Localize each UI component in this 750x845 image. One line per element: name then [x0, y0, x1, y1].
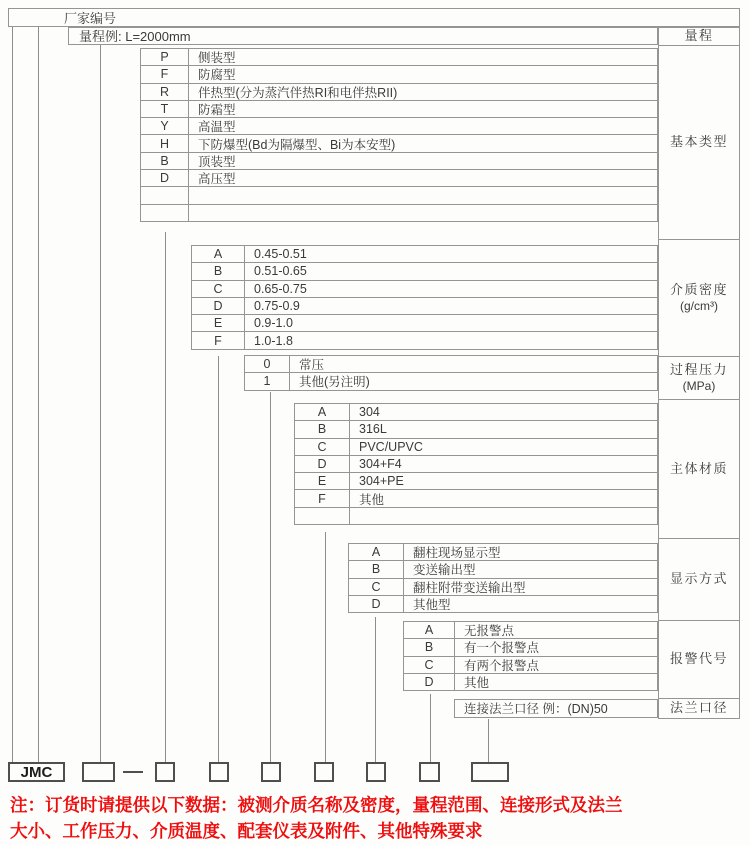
connector-line — [218, 356, 219, 762]
table-row — [403, 656, 658, 674]
desc-cell: 其他(另注明) — [299, 375, 370, 390]
desc-cell: 侧装型 — [198, 51, 236, 66]
table-row — [403, 673, 658, 691]
code-box-density — [209, 762, 229, 782]
connector-line — [488, 719, 489, 763]
code-cell: D — [404, 674, 455, 690]
separator-dash — [123, 771, 143, 773]
desc-cell: 防霜型 — [198, 103, 236, 118]
code-cell: A — [192, 246, 245, 262]
desc-cell: 有两个报警点 — [464, 658, 540, 673]
section-display-mode — [348, 544, 658, 613]
desc-cell: 1.0-1.8 — [254, 333, 293, 348]
table-row — [140, 152, 658, 170]
label-alarm-code: 报警代号 — [658, 620, 740, 699]
label-flange-size: 法兰口径 — [658, 698, 740, 719]
table-row — [294, 438, 658, 456]
code-cell: C — [349, 579, 404, 595]
code-cell: D — [141, 170, 189, 186]
code-cell: E — [295, 473, 350, 489]
label-process-pressure: 过程压力 (MPa) — [658, 356, 740, 400]
desc-cell: PVC/UPVC — [359, 439, 423, 454]
range-example-label: 量程例: L=2000mm — [79, 29, 191, 45]
desc-cell: 0.65-0.75 — [254, 281, 307, 296]
desc-cell: 其他型 — [413, 598, 451, 613]
table-row — [191, 314, 658, 332]
desc-cell: 翻柱现场显示型 — [413, 546, 501, 561]
code-cell: B — [192, 263, 245, 279]
table-row — [294, 455, 658, 473]
code-cell: D — [295, 456, 350, 472]
table-row — [140, 100, 658, 118]
factory-number-row — [8, 8, 740, 27]
code-box-material — [314, 762, 334, 782]
label-range: 量程 — [658, 27, 740, 46]
table-row — [191, 297, 658, 315]
table-row — [294, 420, 658, 438]
code-cell — [141, 205, 189, 221]
desc-cell: 304+PE — [359, 474, 404, 489]
code-cell: F — [192, 332, 245, 348]
desc-cell: 常压 — [299, 358, 325, 373]
connector-line — [430, 694, 431, 762]
code-cell: P — [141, 49, 189, 65]
code-cell: B — [295, 421, 350, 437]
desc-cell: 变送输出型 — [413, 563, 476, 578]
table-row — [294, 507, 658, 525]
code-cell: A — [349, 544, 404, 560]
desc-cell: 高温型 — [198, 120, 236, 135]
section-flange-size — [454, 700, 658, 718]
label-medium-density: 介质密度 (g/cm³) — [658, 239, 740, 357]
desc-cell — [189, 205, 657, 221]
section-medium-density — [191, 246, 658, 350]
table-row — [191, 245, 658, 263]
code-box-alarm — [419, 762, 440, 782]
desc-cell: 下防爆型(Bd为隔爆型、Bi为本安型) — [198, 137, 396, 152]
code-cell: 0 — [245, 356, 290, 372]
connector-line — [12, 27, 13, 763]
desc-cell: 无报警点 — [464, 624, 515, 639]
table-row — [191, 262, 658, 280]
table-row — [294, 403, 658, 421]
desc-cell: 顶装型 — [198, 154, 236, 169]
table-row — [191, 280, 658, 298]
code-cell: A — [295, 404, 350, 420]
table-row — [244, 355, 658, 373]
label-basic-type: 基本类型 — [658, 45, 740, 240]
code-cell: D — [349, 596, 404, 612]
table-row — [140, 65, 658, 83]
table-row — [403, 621, 658, 639]
section-alarm-code — [403, 622, 658, 691]
code-cell: D — [192, 298, 245, 314]
code-cell: A — [404, 622, 455, 638]
table-row — [191, 331, 658, 349]
code-cell: C — [404, 657, 455, 673]
code-cell: B — [141, 153, 189, 169]
desc-cell: 0.9-1.0 — [254, 316, 293, 331]
code-cell: E — [192, 315, 245, 331]
desc-cell — [189, 187, 657, 203]
code-cell: H — [141, 135, 189, 151]
desc-cell: 0.45-0.51 — [254, 247, 307, 262]
table-row — [348, 595, 658, 613]
code-cell — [295, 508, 350, 524]
table-row — [140, 117, 658, 135]
desc-cell — [350, 508, 657, 524]
order-note-line2: 大小、工作压力、介质温度、配套仪表及附件、其他特殊要求 — [10, 821, 483, 841]
table-row — [140, 134, 658, 152]
code-box-basic-type — [155, 762, 175, 782]
table-row — [454, 699, 658, 718]
table-row — [140, 83, 658, 101]
desc-cell: 连接法兰口径 例：(DN)50 — [464, 702, 608, 716]
desc-cell: 翻柱附带变送输出型 — [413, 580, 526, 595]
model-prefix-label: JMC — [20, 763, 53, 781]
section-process-pressure — [244, 356, 658, 391]
connector-line — [100, 45, 101, 762]
code-cell: 1 — [245, 373, 290, 389]
table-row — [140, 169, 658, 187]
order-note-line1: 注：订货时请提供以下数据：被测介质名称及密度，量程范围、连接形式及法兰 — [10, 795, 623, 815]
label-body-material: 主体材质 — [658, 399, 740, 539]
code-cell: C — [295, 439, 350, 455]
label-display-mode: 显示方式 — [658, 538, 740, 621]
model-prefix-box — [8, 762, 65, 782]
connector-line — [165, 232, 166, 762]
desc-cell: 其他 — [359, 492, 385, 507]
factory-number-label: 厂家编号 — [64, 10, 117, 26]
table-row — [403, 638, 658, 656]
table-row — [348, 560, 658, 578]
desc-cell: 316L — [359, 422, 387, 437]
desc-cell: 304 — [359, 405, 380, 420]
desc-cell: 0.75-0.9 — [254, 299, 300, 314]
code-cell — [141, 187, 189, 203]
desc-cell: 0.51-0.65 — [254, 264, 307, 279]
code-box-flange — [471, 762, 509, 782]
table-row — [294, 472, 658, 490]
connector-line — [270, 392, 271, 762]
section-basic-type — [140, 49, 658, 222]
table-row — [140, 48, 658, 66]
desc-cell: 防腐型 — [198, 68, 236, 83]
section-body-material — [294, 404, 658, 525]
desc-cell: 304+F4 — [359, 457, 402, 472]
code-box-pressure — [261, 762, 281, 782]
desc-cell: 其他 — [464, 676, 490, 691]
range-example-row — [68, 27, 658, 46]
desc-cell: 伴热型(分为蒸汽伴热RI和电伴热RII) — [198, 85, 398, 100]
table-row — [294, 489, 658, 507]
table-row — [348, 543, 658, 561]
code-cell: R — [141, 84, 189, 100]
desc-cell: 有一个报警点 — [464, 641, 540, 656]
code-cell: F — [141, 66, 189, 82]
order-note — [10, 792, 746, 844]
code-cell: B — [349, 561, 404, 577]
code-cell: Y — [141, 118, 189, 134]
code-cell: T — [141, 101, 189, 117]
table-row — [140, 186, 658, 204]
desc-cell: 高压型 — [198, 172, 236, 187]
connector-line — [38, 27, 39, 763]
table-row — [140, 204, 658, 222]
table-row — [244, 372, 658, 390]
code-cell: F — [295, 490, 350, 506]
code-box-range — [82, 762, 115, 782]
code-cell: C — [192, 281, 245, 297]
table-row — [348, 578, 658, 596]
connector-line — [375, 617, 376, 762]
code-cell: B — [404, 639, 455, 655]
connector-line — [325, 532, 326, 762]
code-box-display — [366, 762, 386, 782]
